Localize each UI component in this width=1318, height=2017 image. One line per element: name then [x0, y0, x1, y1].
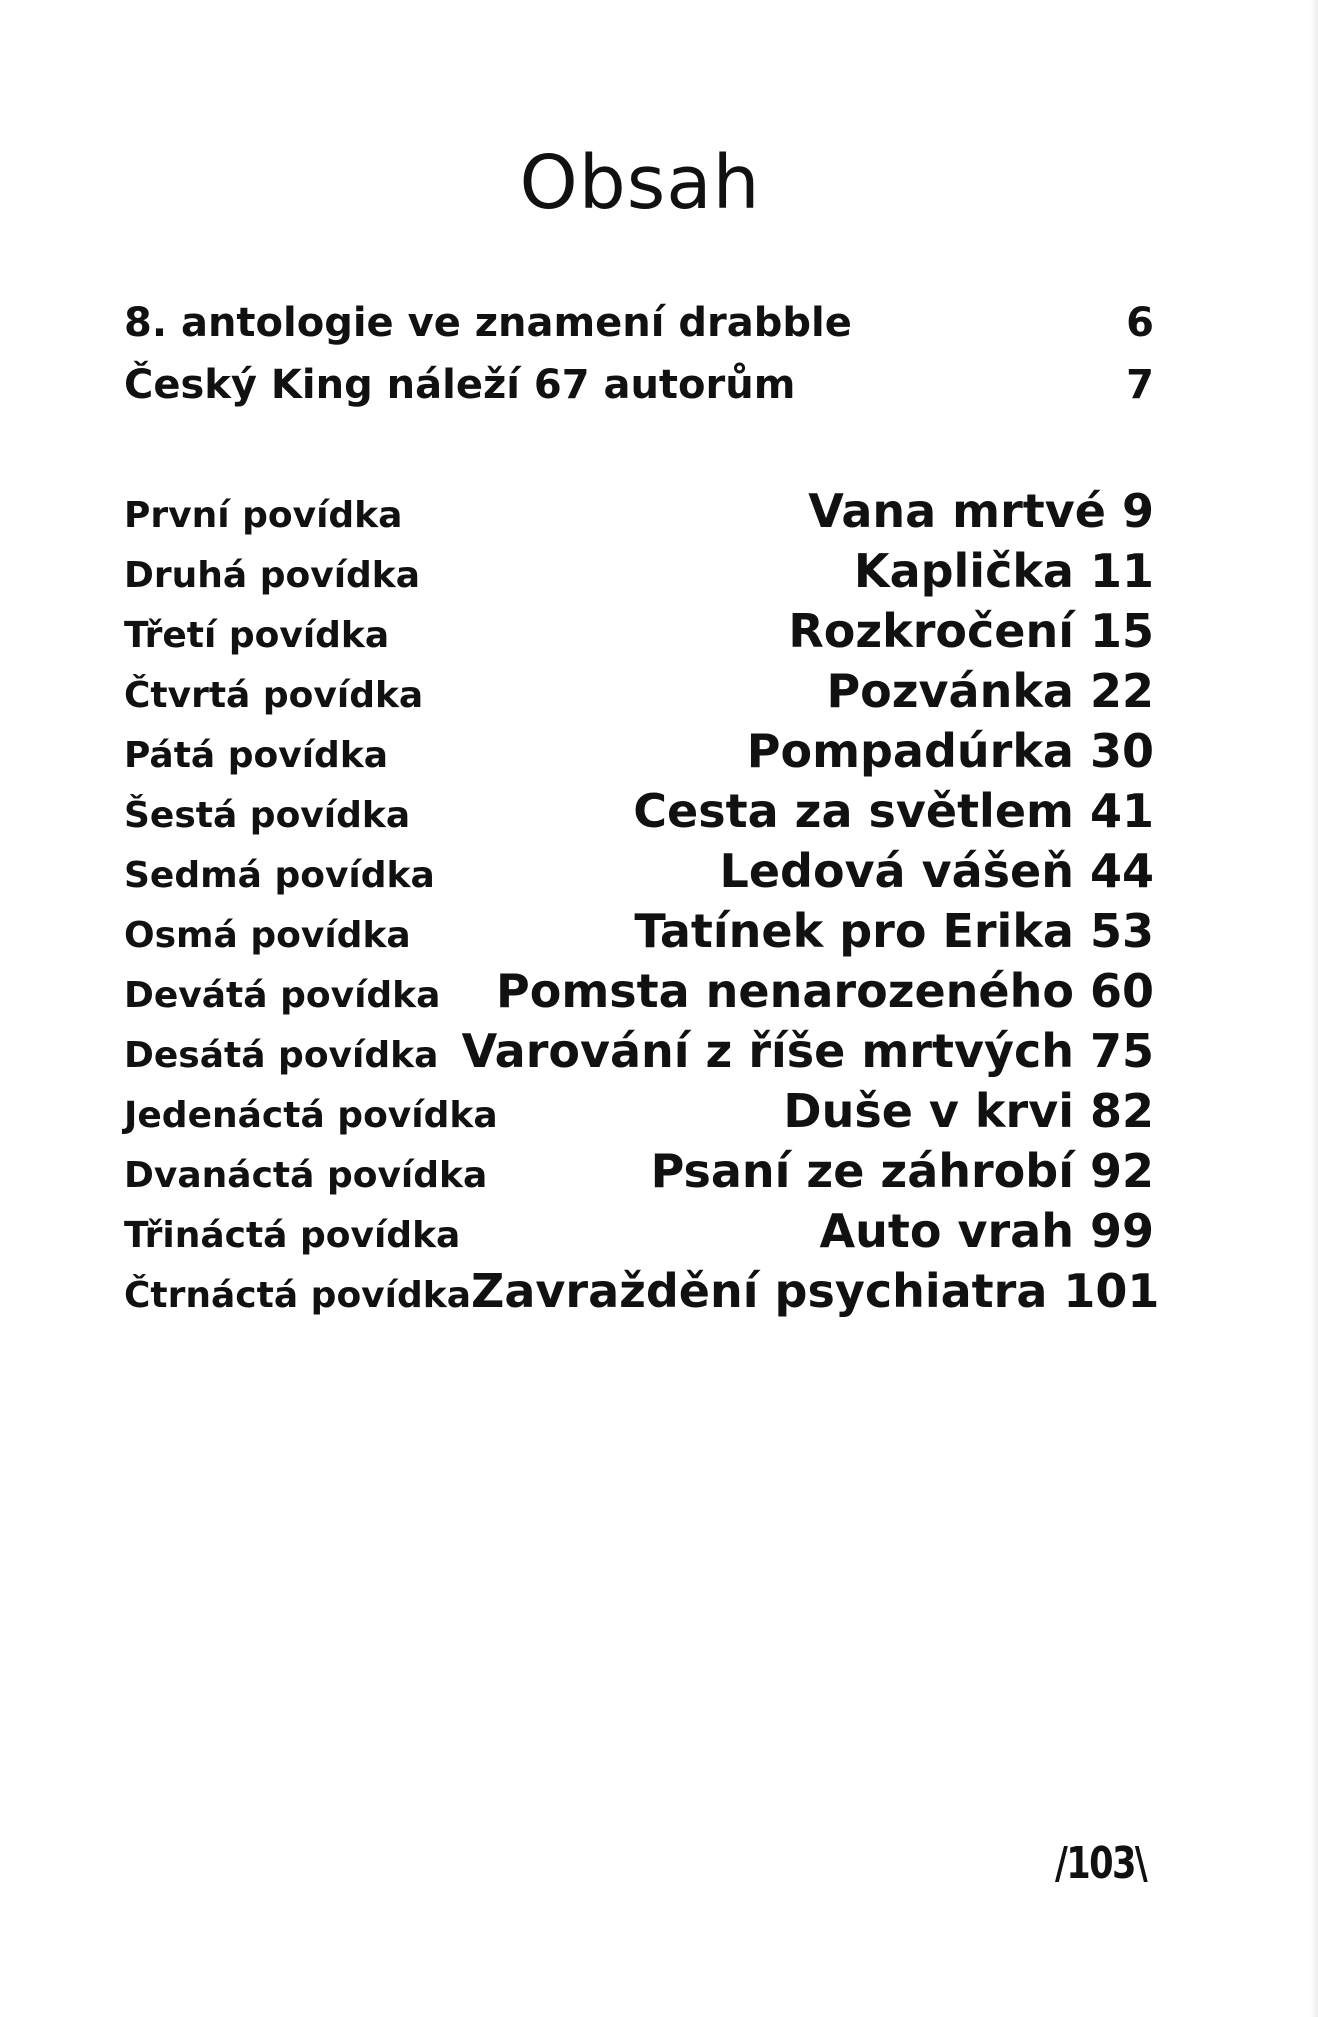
story-entry — [124, 1144, 1154, 1204]
story-label: Třetí povídka — [124, 615, 390, 656]
story-label: Pátá povídka — [124, 735, 389, 776]
story-entry — [124, 844, 1154, 904]
toc-entry-intro — [124, 300, 1154, 362]
story-title: Kaplička 11 — [853, 544, 1154, 598]
story-entry — [124, 544, 1154, 604]
story-label: Sedmá povídka — [124, 855, 435, 896]
intro-section — [124, 300, 1154, 424]
story-label: Desátá povídka — [124, 1035, 439, 1076]
story-title: Tatínek pro Erika 53 — [634, 904, 1154, 958]
story-entry — [124, 664, 1154, 724]
story-label: Šestá povídka — [124, 795, 411, 836]
toc-entry-page: 6 — [1126, 300, 1154, 346]
story-title: Pozvánka 22 — [826, 664, 1154, 718]
story-title: Rozkročení 15 — [788, 604, 1154, 658]
story-entry — [124, 1084, 1154, 1144]
story-entry — [124, 724, 1154, 784]
story-title: Psaní ze záhrobí 92 — [650, 1144, 1154, 1198]
story-title: Auto vrah 99 — [819, 1204, 1154, 1258]
story-title: Zavraždění psychiatra 101 — [471, 1264, 1160, 1318]
story-title: Vana mrtvé 9 — [808, 484, 1154, 538]
story-entry — [124, 784, 1154, 844]
story-label: Devátá povídka — [124, 975, 441, 1016]
story-label: Osmá povídka — [124, 915, 411, 956]
story-label: Jedenáctá povídka — [124, 1095, 498, 1136]
story-entry — [124, 484, 1154, 544]
story-entry — [124, 1264, 1160, 1324]
story-title: Pomsta nenarozeného 60 — [496, 964, 1154, 1018]
story-label: Dvanáctá povídka — [124, 1155, 488, 1196]
toc-entry-page: 7 — [1126, 362, 1154, 408]
toc-entry-authors — [124, 362, 1154, 424]
toc-entry-text: Český King náleží 67 autorům — [124, 362, 796, 408]
story-title: Ledová vášeň 44 — [719, 844, 1154, 898]
page-edge — [1310, 0, 1318, 2017]
toc-entry-text: 8. antologie ve znamení drabble — [124, 300, 852, 346]
page-number: /103\ — [1055, 1838, 1147, 1889]
story-title: Duše v krvi 82 — [783, 1084, 1154, 1138]
story-label: Druhá povídka — [124, 555, 421, 596]
story-label: Třináctá povídka — [124, 1215, 461, 1256]
page-title: Obsah — [519, 140, 761, 226]
story-label: První povídka — [124, 495, 403, 536]
story-label: Čtrnáctá povídka — [124, 1275, 471, 1316]
story-title: Cesta za světlem 41 — [633, 784, 1154, 838]
story-title: Varování z říše mrtvých 75 — [461, 1024, 1154, 1078]
story-entry — [124, 1024, 1154, 1084]
story-label: Čtvrtá povídka — [124, 675, 424, 716]
story-entry — [124, 604, 1154, 664]
story-title: Pompadúrka 30 — [746, 724, 1154, 778]
story-entry — [124, 904, 1154, 964]
story-list — [124, 484, 1160, 1324]
story-entry — [124, 964, 1154, 1024]
story-entry — [124, 1204, 1154, 1264]
